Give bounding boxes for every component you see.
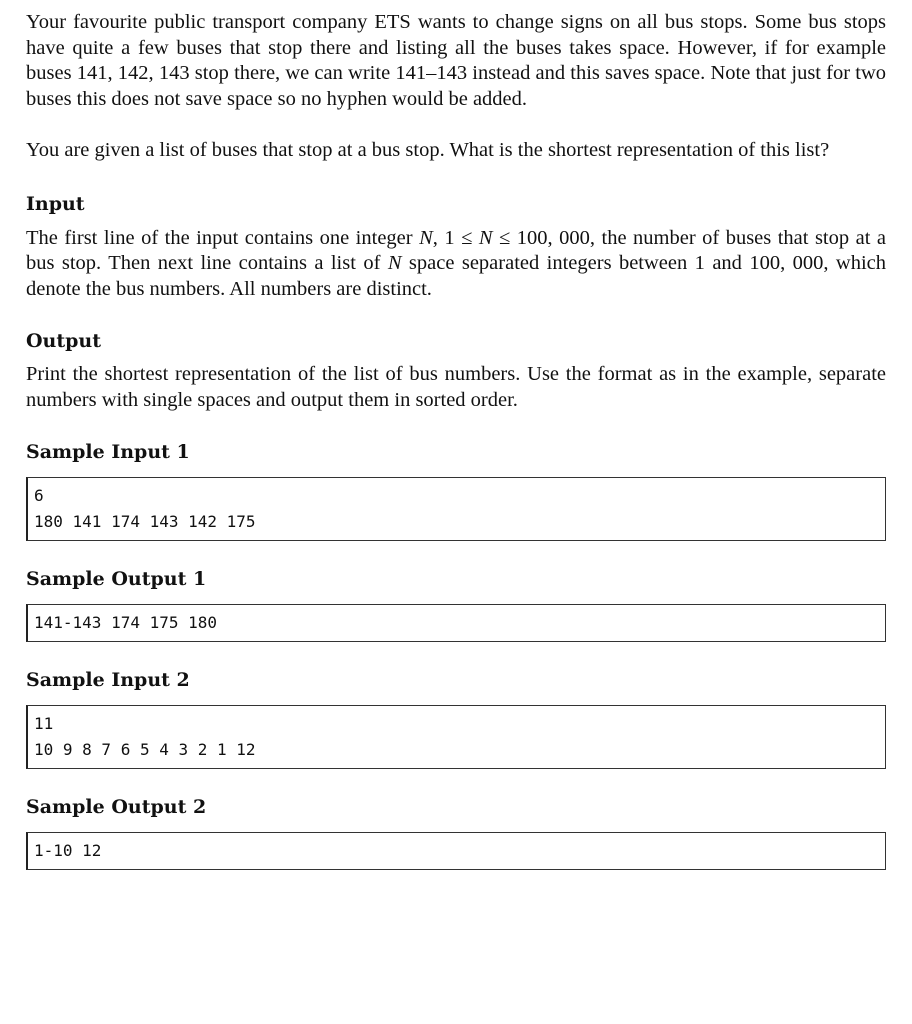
sample-output-1-box	[26, 604, 886, 642]
sample-line: 180 141 174 143 142 175	[34, 512, 256, 531]
sample-input-1-heading: Sample Input 1	[26, 441, 190, 463]
output-heading: Output	[26, 330, 102, 352]
statement-paragraph-1: Your favourite public transport company ETS wants to change signs on all bus stops. Some bus stops have quite a few buses that stop there and listing all the buses takes space. However, if for example buses 141, 142, 143 stop there, we can write 141–143 instead and this saves space. Note that just for two buses this does not save space so no hyphen would be added.	[26, 11, 886, 110]
input-text-1: The first line of the input contains one integer	[26, 226, 420, 249]
sample-line: 11	[34, 714, 54, 733]
input-description	[26, 226, 886, 303]
input-text-2: , 1 ≤	[432, 226, 479, 249]
output-description: Print the shortest representation of the list of bus numbers. Use the format as in the example, separate numbers with single spaces and output them in sorted order.	[26, 363, 886, 411]
sample-input-1-box	[26, 477, 886, 541]
var-n: N	[478, 226, 493, 249]
input-text-4: space separated integers between 1 and 100, 000, which denote the bus numbers. All numbers are distinct.	[26, 252, 886, 300]
problem-statement	[26, 10, 886, 870]
statement-paragraph-2: You are given a list of buses that stop at a bus stop. What is the shortest representation of this list?	[26, 139, 830, 161]
input-heading: Input	[26, 192, 85, 215]
sample-output-2-heading: Sample Output 2	[26, 796, 207, 818]
sample-line: 141-143 174 175 180	[34, 613, 218, 632]
sample-input-2-heading: Sample Input 2	[26, 669, 190, 691]
var-n: N	[419, 226, 433, 249]
input-text-3: ≤ 100, 000, the number of buses that stop at a bus stop. Then next line contains a list of	[26, 226, 886, 274]
sample-line: 1-10 12	[34, 841, 102, 860]
var-n: N	[387, 252, 402, 274]
sample-line: 6	[34, 486, 44, 505]
sample-output-2-box	[26, 832, 886, 870]
sample-line: 10 9 8 7 6 5 4 3 2 1 12	[34, 740, 256, 759]
sample-output-1-heading: Sample Output 1	[26, 568, 207, 590]
sample-input-2-box	[26, 705, 886, 769]
